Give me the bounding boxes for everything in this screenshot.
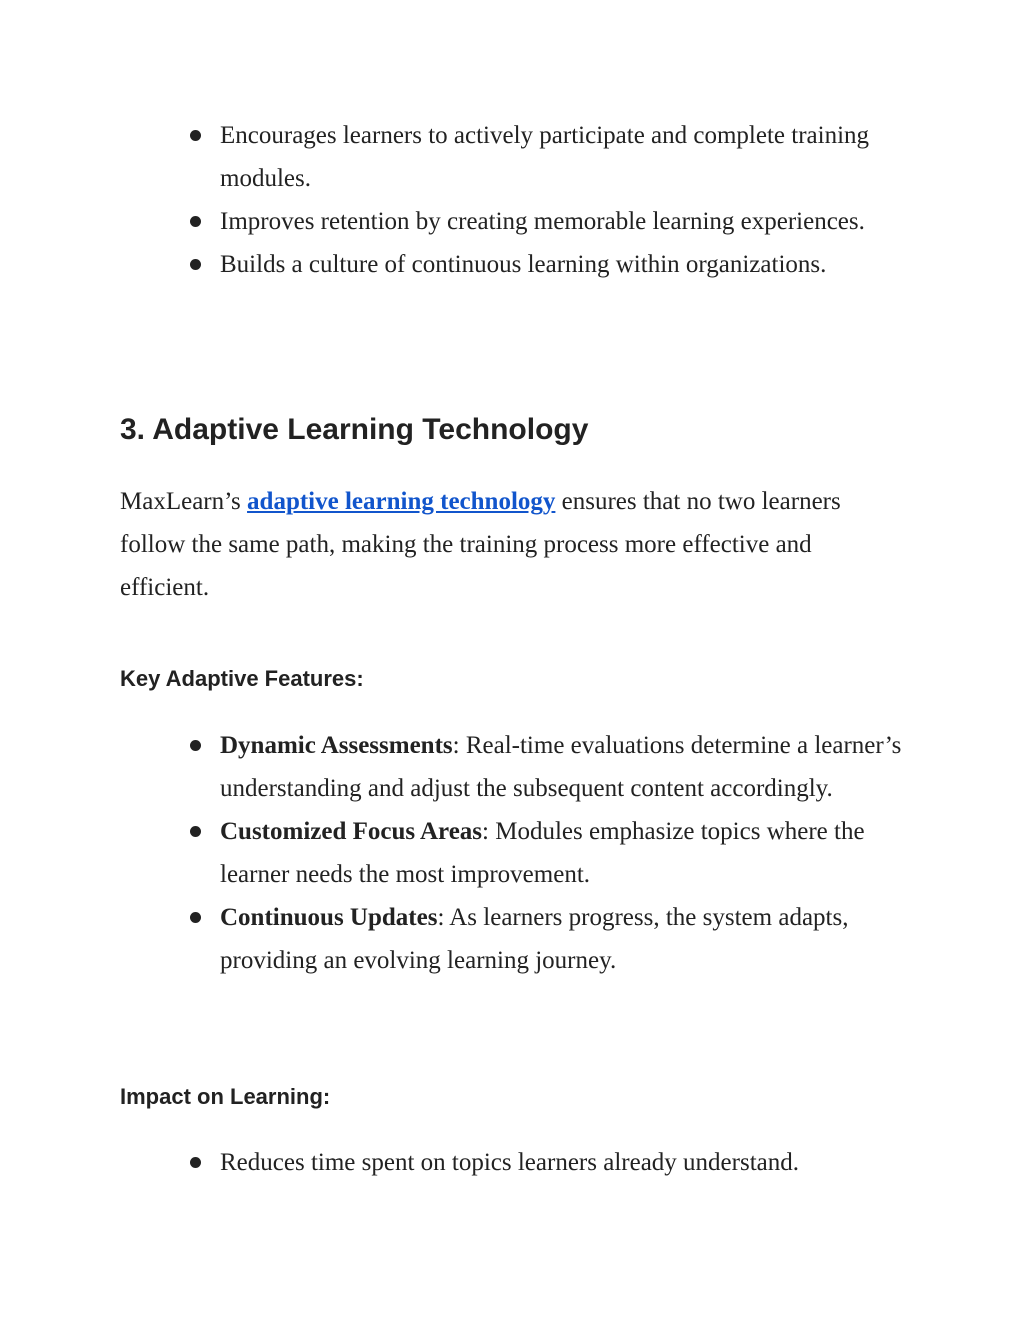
bullet-icon [190, 130, 201, 141]
section-heading: 3. Adaptive Learning Technology [120, 413, 589, 446]
list-item: Reduces time spent on topics learners already understand. [220, 1141, 920, 1184]
impact-heading: Impact on Learning: [120, 1084, 331, 1109]
bullet-icon [190, 1157, 201, 1168]
adaptive-learning-link[interactable]: adaptive learning technology [247, 488, 556, 515]
feature-desc: : Modules emphasize topics where the learner needs the most improvement. [220, 818, 865, 888]
list-item [220, 810, 920, 896]
list-item [220, 724, 920, 810]
feature-term: Continuous Updates [220, 904, 438, 931]
list-item [220, 896, 920, 982]
list-item: Builds a culture of continuous learning within organizations. [220, 243, 920, 286]
feature-term: Customized Focus Areas [220, 818, 483, 845]
bullet-icon [190, 826, 201, 837]
section-paragraph: MaxLearn’s adaptive learning technology ensures that no two learners follow the same path, making the training process more effective and efficient. [120, 488, 841, 601]
feature-desc: : Real-time evaluations determine a learner’s understanding and adjust the subsequent content accordingly. [220, 732, 902, 802]
bullet-icon [190, 912, 201, 923]
bullet-icon [190, 216, 201, 227]
bullet-icon [190, 259, 201, 270]
list-item: Improves retention by creating memorable learning experiences. [220, 200, 920, 243]
features-bullet-list [220, 724, 920, 982]
feature-desc: : As learners progress, the system adapts, providing an evolving learning journey. [220, 904, 849, 974]
list-item: Encourages learners to actively participate and complete training modules. [220, 114, 920, 200]
feature-term: Dynamic Assessments [220, 732, 453, 759]
features-heading: Key Adaptive Features: [120, 666, 364, 691]
impact-bullet-list [220, 1141, 920, 1184]
bullet-icon [190, 740, 201, 751]
intro-bullet-list [220, 114, 920, 286]
